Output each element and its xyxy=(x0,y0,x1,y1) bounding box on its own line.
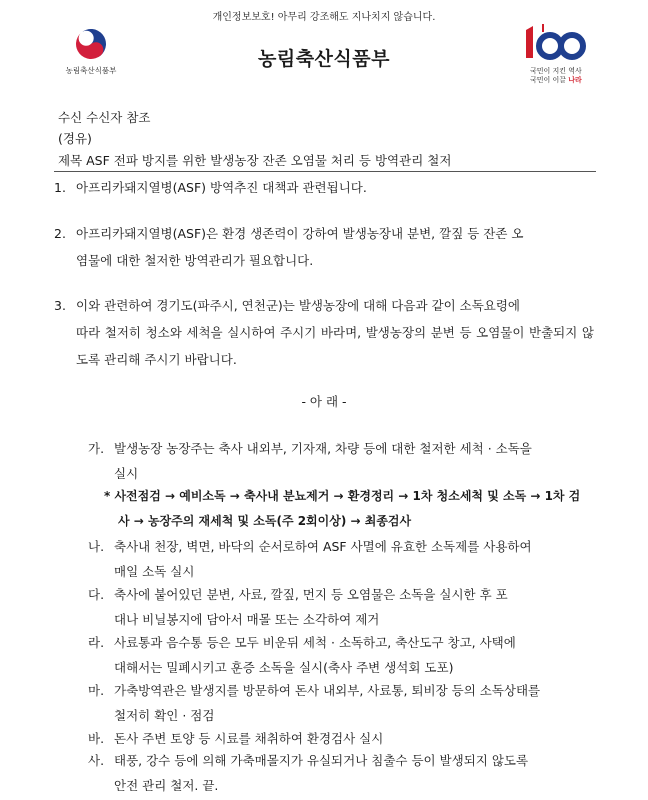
section-title: - 아 래 - xyxy=(301,394,347,409)
paragraph-text: 이와 관련하여 경기도(파주시, 연천군)는 발생농장에 대해 다음과 같이 소독요령에 xyxy=(76,298,520,313)
sequence-line2: 사 → 농장주의 재세척 및 소독(주 2회이상) → 최종검사 xyxy=(118,514,412,528)
paragraph-text: 아프리카돼지열병(ASF) 방역추진 대책과 관련됩니다. xyxy=(76,180,367,195)
anniversary-line1: 국민이 지킨 역사 xyxy=(530,67,582,75)
paragraph-continuation: 따라 철저히 청소와 세척을 실시하여 주시기 바라며, 발생농장의 분변 등 오염물이 반출되지 않도록 관리해 주시기 바랍니다. xyxy=(76,325,594,367)
paragraph-number: 3. xyxy=(54,298,66,313)
paragraph-number: 2. xyxy=(54,226,66,241)
anniversary-line2: 국민이 이끌 나라 xyxy=(530,76,582,84)
item-text: 축사내 천장, 벽면, 바닥의 순서로하여 ASF 사멸에 유효한 소독제를 사용하여 xyxy=(114,539,532,554)
item-text: 가축방역관은 발생지를 방문하여 돈사 내외부, 사료통, 퇴비장 등의 소독상태를 xyxy=(114,683,541,698)
item-label: 나. xyxy=(88,539,105,554)
item-text: 사료통과 음수통 등은 모두 비운뒤 세척 · 소독하고, 축산도구 창고, 사택에 xyxy=(114,635,516,650)
procedure-sequence xyxy=(104,484,596,534)
list-item-ma xyxy=(88,678,594,728)
list-item-ga xyxy=(88,436,594,486)
item-continuation: 안전 관리 철저. 끝. xyxy=(114,778,219,793)
paragraph-1 xyxy=(54,174,594,201)
item-continuation: 실시 xyxy=(114,466,139,481)
item-text: 축사에 붙어있던 분변, 사료, 깔짚, 먼지 등 오염물은 소독을 실시한 후 포 xyxy=(114,587,508,602)
anniversary-logo xyxy=(520,24,596,85)
item-continuation: 대해서는 밀폐시키고 훈증 소독을 실시(축사 주변 생석회 도포) xyxy=(114,660,454,675)
anniversary-100-icon xyxy=(520,24,596,64)
ministry-title: 농림축산식품부 xyxy=(258,48,390,70)
item-continuation: 매일 소독 실시 xyxy=(114,564,195,579)
recipient-line: 수신 수신자 참조 xyxy=(58,110,151,125)
item-continuation: 대나 비닐봉지에 담아서 매몰 또는 소각하여 제거 xyxy=(114,612,380,627)
item-text: 돈사 주변 토양 등 시료를 채취하여 환경검사 실시 xyxy=(114,731,384,746)
sequence-star: * xyxy=(104,489,111,503)
list-item-da xyxy=(88,582,594,632)
paragraph-3 xyxy=(54,292,594,373)
ministry-logo-caption: 농림축산식품부 xyxy=(65,66,117,75)
item-label: 다. xyxy=(88,587,105,602)
item-continuation: 철저히 확인 · 점검 xyxy=(114,708,215,723)
subject-line: 제목 ASF 전파 방지를 위한 발생농장 잔존 오염물 처리 등 방역관리 철저 xyxy=(58,153,452,168)
sequence-line1: 사전점검 → 예비소독 → 축사내 분뇨제거 → 환경정리 → 1차 청소세척 및 소독 → 1차 검 xyxy=(114,489,581,503)
item-label: 마. xyxy=(88,683,105,698)
subject-divider xyxy=(54,171,596,172)
item-label: 사. xyxy=(88,753,105,768)
item-text: 발생농장 농장주는 축사 내외부, 기자재, 차량 등에 대한 철저한 세척 · 소독을 xyxy=(114,441,532,456)
list-item-ra xyxy=(88,630,594,680)
item-label: 라. xyxy=(88,635,105,650)
paragraph-continuation: 염물에 대한 철저한 방역관리가 필요합니다. xyxy=(76,253,314,268)
list-item-na xyxy=(88,534,594,584)
item-label: 가. xyxy=(88,441,105,456)
paragraph-number: 1. xyxy=(54,180,66,195)
item-label: 바. xyxy=(88,731,105,746)
privacy-notice: 개인정보보호! 아무리 강조해도 지나치지 않습니다. xyxy=(212,12,436,23)
list-item-sa xyxy=(88,748,594,798)
item-text: 태풍, 강수 등에 의해 가축매몰지가 유실되거나 침출수 등이 발생되지 않도록 xyxy=(114,753,529,768)
paragraph-text: 아프리카돼지열병(ASF)은 환경 생존력이 강하여 발생농장내 분변, 깔짚 등 잔존 오 xyxy=(76,226,524,241)
via-line: (경유) xyxy=(58,131,92,146)
paragraph-2 xyxy=(54,220,594,274)
